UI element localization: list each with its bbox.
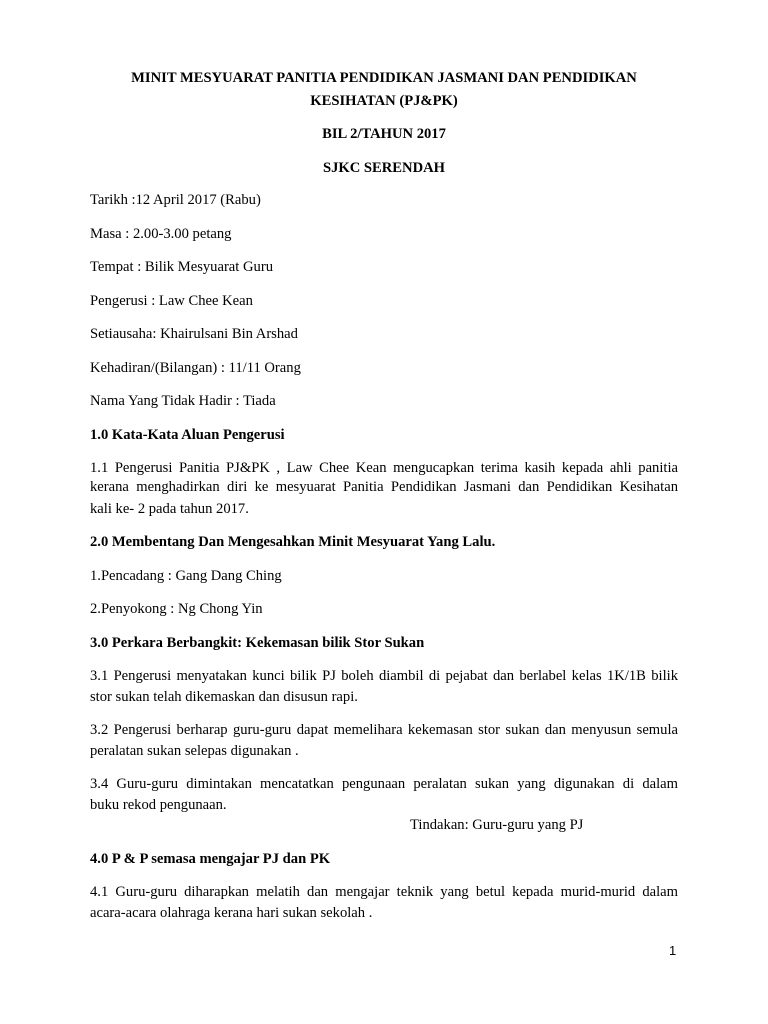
section-3-heading: 3.0 Perkara Berbangkit: Kekemasan bilik Stor Sukan bbox=[90, 635, 425, 651]
meeting-time: Masa : 2.00-3.00 petang bbox=[90, 226, 232, 242]
section-3-paragraph-line: 3.4 Guru-guru dimintakan mencatatkan pengunaan peralatan sukan yang digunakan di dalam bbox=[90, 776, 678, 792]
section-3-paragraph-line: 3.1 Pengerusi menyatakan kunci bilik PJ boleh diambil di pejabat dan berlabel kelas 1K/1B bilik bbox=[90, 668, 678, 684]
section-3-paragraph-line: stor sukan telah dikemaskan dan disusun rapi. bbox=[90, 689, 358, 705]
section-3-paragraph-line: buku rekod pengunaan. bbox=[90, 797, 227, 813]
section-1-paragraph-line: 1.1 Pengerusi Panitia PJ&PK , Law Chee Kean mengucapkan terima kasih kepada ahli panitia bbox=[90, 460, 678, 476]
page-number: 1 bbox=[669, 943, 677, 958]
section-2-proposer: 1.Pencadang : Gang Dang Ching bbox=[90, 568, 282, 584]
section-4-paragraph-line: 4.1 Guru-guru diharapkan melatih dan mengajar teknik yang betul kepada murid-murid dalam bbox=[90, 884, 678, 900]
meeting-chairperson: Pengerusi : Law Chee Kean bbox=[90, 293, 253, 309]
section-4-heading: 4.0 P & P semasa mengajar PJ dan PK bbox=[90, 851, 331, 867]
meeting-venue: Tempat : Bilik Mesyuarat Guru bbox=[90, 259, 273, 275]
document-title-line-2: KESIHATAN (PJ&PK) bbox=[310, 93, 458, 109]
section-3-paragraph-line: peralatan sukan selepas digunakan . bbox=[90, 743, 299, 759]
meeting-secretary: Setiausaha: Khairulsani Bin Arshad bbox=[90, 326, 298, 342]
meeting-number: BIL 2/TAHUN 2017 bbox=[322, 126, 446, 142]
section-2-seconder: 2.Penyokong : Ng Chong Yin bbox=[90, 601, 263, 617]
meeting-date: Tarikh :12 April 2017 (Rabu) bbox=[90, 192, 261, 208]
section-4-paragraph-line: acara-acara olahraga kerana hari sukan sekolah . bbox=[90, 905, 373, 921]
school-name: SJKC SERENDAH bbox=[322, 160, 446, 176]
section-3-action: Tindakan: Guru-guru yang PJ bbox=[410, 817, 584, 833]
section-3-paragraph-line: 3.2 Pengerusi berharap guru-guru dapat memelihara kekemasan stor sukan dan menyusun semula bbox=[90, 722, 678, 738]
section-1-paragraph-line: kali ke- 2 pada tahun 2017. bbox=[90, 501, 249, 517]
document-title-line-1: MINIT MESYUARAT PANITIA PENDIDIKAN JASMANI DAN PENDIDIKAN bbox=[131, 70, 637, 86]
section-2-heading: 2.0 Membentang Dan Mengesahkan Minit Mesyuarat Yang Lalu. bbox=[90, 534, 496, 550]
section-1-paragraph-line: kerana menghadirkan diri ke mesyuarat Panitia Pendidikan Jasmani dan Pendidikan Kesihatan bbox=[90, 479, 678, 495]
section-1-heading: 1.0 Kata-Kata Aluan Pengerusi bbox=[90, 427, 285, 443]
meeting-absentees: Nama Yang Tidak Hadir : Tiada bbox=[90, 393, 276, 409]
meeting-attendance: Kehadiran/(Bilangan) : 11/11 Orang bbox=[90, 360, 301, 376]
